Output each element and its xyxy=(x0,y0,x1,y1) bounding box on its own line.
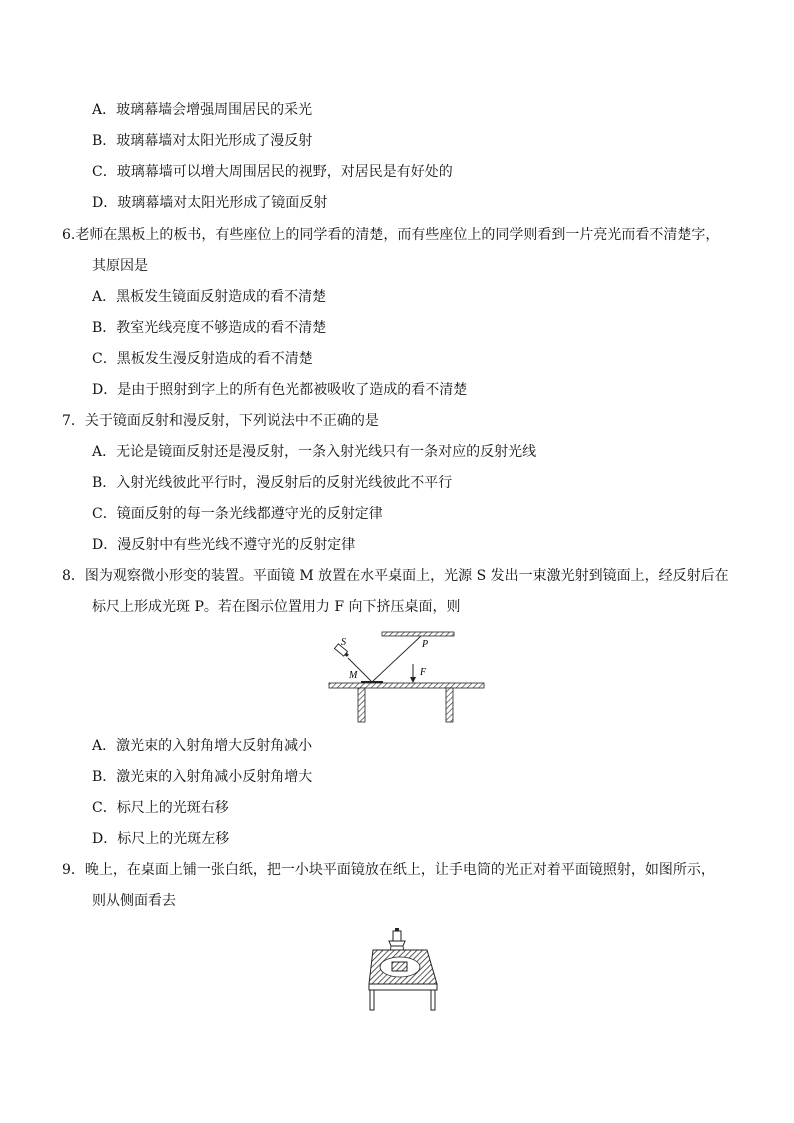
q7-option-a: A．无论是镜面反射还是漫反射，一条入射光线只有一条对应的反射光线 xyxy=(92,444,537,460)
q9-stem-line2: 则从侧面看去 xyxy=(92,893,176,909)
q5-option-c: C．玻璃幕墙可以增大周围居民的视野，对居民是有好处的 xyxy=(92,164,453,180)
q8-stem-line2: 标尺上形成光斑 P。若在图示位置用力 F 向下挤压桌面，则 xyxy=(92,599,461,615)
q7-option-b: B．入射光线彼此平行时，漫反射后的反射光线彼此不平行 xyxy=(92,475,453,491)
small-mirror xyxy=(392,962,407,971)
label-s: S xyxy=(341,637,346,648)
table-top xyxy=(329,683,484,688)
q5-option-d: D．玻璃幕墙对太阳光形成了镜面反射 xyxy=(92,195,328,211)
q9-stem-line1: 9．晚上，在桌面上铺一张白纸，把一小块平面镜放在纸上，让手电筒的光正对着平面镜照射，如图所示， xyxy=(62,862,715,878)
q6-option-d: D．是由于照射到字上的所有色光都被吸收了造成的看不清楚 xyxy=(92,382,468,398)
q6-option-b: B．教室光线亮度不够造成的看不清楚 xyxy=(92,320,327,336)
q8-option-c: C．标尺上的光斑右移 xyxy=(92,800,229,816)
q9-figure-flashlight-mirror xyxy=(367,926,439,1012)
q6-stem-line2: 其原因是 xyxy=(92,258,148,274)
table-leg-right xyxy=(446,688,453,722)
flashlight xyxy=(389,928,405,946)
q8-option-a: A．激光束的入射角增大反射角减小 xyxy=(92,738,313,754)
scale-ruler xyxy=(382,632,454,636)
q7-option-c: C．镜面反射的每一条光线都遵守光的反射定律 xyxy=(92,506,383,522)
q6-option-a: A．黑板发生镜面反射造成的看不清楚 xyxy=(92,289,327,305)
q5-option-a: A．玻璃幕墙会增强周围居民的采光 xyxy=(92,102,313,118)
desk-leg-right xyxy=(431,990,435,1010)
desk-leg-left xyxy=(370,990,374,1010)
label-p: P xyxy=(422,639,429,650)
desk-edge xyxy=(369,984,437,990)
q8-option-b: B．激光束的入射角减小反射角增大 xyxy=(92,769,313,785)
q6-option-c: C．黑板发生漫反射造成的看不清楚 xyxy=(92,351,313,367)
q8-stem-line1: 8．图为观察微小形变的装置。平面镜 M 放置在水平桌面上，光源 S 发出一束激光射到镜面上，经反射后在 xyxy=(62,568,729,584)
q6-stem-line1: 6.老师在黑板上的板书，有些座位上的同学看的清楚，而有些座位上的同学则看到一片亮光而看不清楚字， xyxy=(62,227,720,243)
q7-option-d: D．漫反射中有些光线不遵守光的反射定律 xyxy=(92,537,356,553)
reflected-ray xyxy=(372,636,421,682)
table-leg-left xyxy=(358,688,365,722)
label-f: F xyxy=(420,667,427,678)
q5-option-b: B．玻璃幕墙对太阳光形成了漫反射 xyxy=(92,133,313,149)
q7-stem: 7．关于镜面反射和漫反射，下列说法中不正确的是 xyxy=(62,413,379,429)
q8-figure-mirror-apparatus xyxy=(325,626,489,724)
q8-option-d: D．标尺上的光斑左移 xyxy=(92,831,230,847)
force-arrowhead xyxy=(410,677,416,683)
label-m: M xyxy=(349,670,358,681)
